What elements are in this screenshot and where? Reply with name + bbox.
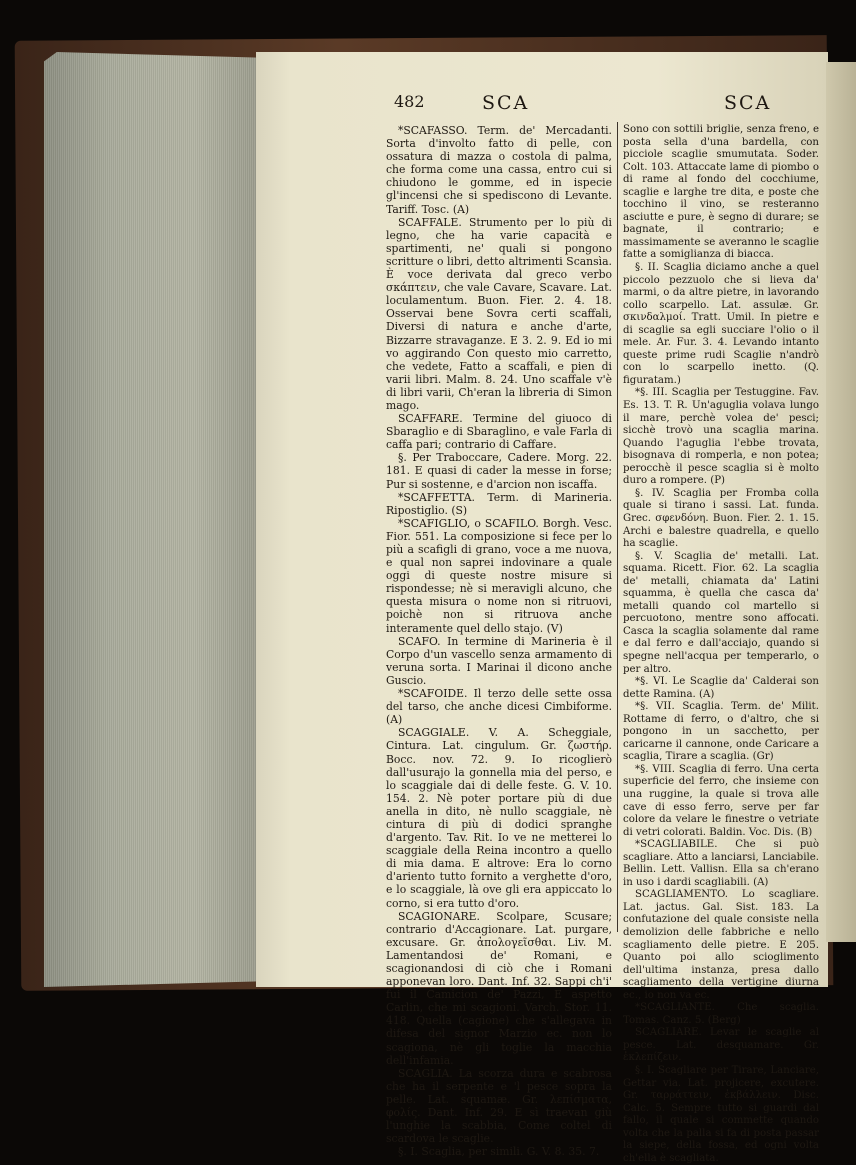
entry-scaglia-sense-1: §. I. Scaglia, per simili. G. V. 8. 35. 7. bbox=[398, 1145, 600, 1159]
entry-scaglia-sense-4: §. IV. Scaglia per Fromba colla quale si tirano i sassi. Lat. funda. Grec. σφενδόνη. Buon. Fier. 2. 1. 15. Archi e balestre quadrella, e quello ha scaglie. bbox=[623, 487, 819, 550]
entry-scagliabile: *SCAGLIABILE. Che si può scagliare. Atto a lanciarsi, Lanciabile. Bellin. Lett. Vallisn. Ella sa ch'erano in uso i dardi scagliabili. (A) bbox=[623, 839, 819, 888]
right-column bbox=[623, 124, 819, 1165]
page-edge-block bbox=[44, 52, 258, 987]
entry-scaffare-sense: §. Per Traboccare, Cadere. Morg. 22. 181. E quasi di cader la messe in forse; Pur si sostenne, e d'arcion non iscaffa. bbox=[386, 451, 612, 491]
entry-scaglia-sense-8: *§. VIII. Scaglia di ferro. Una certa superficie del ferro, che insieme con una ruggine, la quale si trova alle cave di esso ferro, serve per far colore da velare le finestre o vetriate di vetri colorati. Baldin. Voc. Dis. (B) bbox=[623, 763, 819, 838]
entry-scagliare: SCAGLIARE. Levar le scaglie al pesce. Lat. desquamare. Gr. ἐκλεπίζειν. bbox=[623, 1027, 819, 1064]
entry-scaffale: SCAFFALE. Strumento per lo più di legno, che ha varie capacità e spartimenti, ne' quali si pongono scritture o libri, detto altrimenti Scansìa. È voce derivata dal greco verbo σκάπτειν, che vale Cavare, Scavare. Lat. loculamentum. Buon. Fier. 2. 4. 18. Osservai bene Sovra certi scaffali, Diversi di natura e anche d'arte, Bizzarre stravaganze. E 3. 2. 9. Ed io mi vo aggirando Con questo mio carretto, che vedete, Fatto a scaffali, e pien di varii libri. Malm. 8. 24. Uno scaffale v'è di libri varii, Ch'eran la libreria di Simon mago. bbox=[386, 215, 612, 412]
column-rule bbox=[617, 122, 618, 932]
entry-continuation: Sono con sottili briglie, senza freno, e posta sella d'una bardella, con picciole scaglie smumutata. Soder. Colt. 103. Attaccate lame di piombo o di rame al fondo del cocchiume, scaglie e larghe tre dita, e poste che tocchino il vino, se resteranno asciutte e pure, è segno di durare; se bagnate, il contrario; e massimamente se averanno le scaglie fatte a somiglianza di biacca. bbox=[623, 124, 819, 261]
entry-scagliante: *SCAGLIANTE. Che scaglia. Tomas. Canz. 5. (Berg) bbox=[623, 1002, 819, 1026]
entry-scaglia-sense-7: *§. VII. Scaglia. Term. de' Milit. Rottame di ferro, o d'altro, che si pongono in un sacchetto, per caricarne il cannone, onde Caricare a scaglia, Tirare a scaglia. (Gr) bbox=[623, 701, 819, 763]
entry-scagliare-sense-1: §. I. Scagliare per Tirare, Lanciare, Gettar via. Lat. projicere, excutere. Gr. ταρράττειν, ἐκβάλλειν. Disc. Calc. 5. Sempre tutto si guardi dal fallo, il quale si commette quando volta che la palla si fa di posta passar la siepe, della fossa, ed ogni volta ch'ella è scagliata. bbox=[623, 1065, 819, 1164]
entry-scafasso: *SCAFASSO. Term. de' Mercadanti. Sorta d'involto fatto di pelle, con ossatura di mazza o costola di palma, che forma come una cassa, entro cui si chiudono le gomme, ed in ispecie gl'incensi che si spediscono di Levante. Tariff. Tosc. (A) bbox=[386, 124, 612, 216]
entry-scafo: SCAFO. In termine di Marineria è il Corpo d'un vascello senza armamento di veruna sorta. I Marinai il dicono anche Guscio. bbox=[386, 634, 612, 687]
entry-scagionare: SCAGIONARE. Scolpare, Scusare; contrario d'Accagionare. Lat. purgare, excusare. Gr. ἀπολογεῖσθαι. Liv. M. Lamentandosi de' Romani, e scagionandosi di ciò che i Romani apponevan loro. Dant. Inf. 32. Sappi ch'i' fui il Camicion de' Pazzi, E aspetto Carlin, che mi scagioni. Varch. Stor. 11. 418. Quella (cagione) che s'allegava in difesa del signor Marzio ec. non lo scagiona, nè gli toglie la macchia dell'infamia. bbox=[386, 909, 612, 1067]
facing-page-edge bbox=[826, 62, 856, 942]
entry-scafoide: *SCAFOIDE. Il terzo delle sette ossa del tarso, che anche dicesi Cimbiforme. (A) bbox=[386, 687, 612, 727]
entry-scaglia-sense-3: *§. III. Scaglia per Testuggine. Fav. Es. 13. T. R. Un'aguglia volava lungo il mare, perchè volea de' pesci; sicchè trovò una scaglia marina. Quando l'aguglia l'ebbe trovata, bisognava di romperla, e non potea; perocchè il pesce scaglia si è molto duro a rompere. (P) bbox=[623, 387, 819, 487]
entry-scaffetta: *SCAFFETTA. Term. di Marineria. Ripostiglio. (S) bbox=[386, 490, 612, 517]
running-head-right: SCA bbox=[724, 92, 772, 114]
entry-scaglia-sense-5: §. V. Scaglia de' metalli. Lat. squama. Ricett. Fior. 62. La scaglia de' metalli, chiamata da' Latini squamma, è quella che casca da' metalli quando col martello si percuotono, mentre sono affocati. Casca la scaglia solamente dal rame e dal ferro e dall'acciajo, quando si spegne nell'acqua per temperarlo, o per altro. bbox=[623, 550, 819, 675]
entry-scaglia-sense-6: *§. VI. Le Scaglie da' Calderai son dette Ramina. (A) bbox=[623, 676, 819, 700]
entry-scafiglio: *SCAFIGLIO, o SCAFILO. Borgh. Vesc. Fior. 551. La composizione si fece per lo più a scafigli di grano, voce a me nuova, e qual non saprei indovinare a quale oggi di queste nostre misure si rispondesse; nè si meravigli alcuno, che questa misura o nome non si ritruovi, poichè non si ritruova anche interamente quel dello stajo. (V) bbox=[386, 516, 612, 635]
entry-scaffare: SCAFFARE. Termine del giuoco di Sbaraglio e di Sbaraglino, e vale Farla di caffa pari; contrario di Caffare. bbox=[386, 412, 612, 452]
entry-scaglia: SCAGLIA. La scorza dura e scabrosa che ha il serpente e 'l pesce sopra la pelle. Lat. squamæ. Gr. λεπίσματα, φολίς. Dant. Inf. 29. E sì traevan giù l'unghie la scabbia, Come coltel di scardova le scaglie. bbox=[386, 1066, 612, 1146]
page-number: 482 bbox=[394, 92, 425, 111]
running-head-left: SCA bbox=[482, 92, 530, 114]
entry-scaggiale: SCAGGIALE. V. A. Scheggiale, Cintura. Lat. cingulum. Gr. ζωστήρ. Bocc. nov. 72. 9. Io ricoglierò dall'usurajo la gonnella mia del perso, e lo scaggiale dai di delle feste. G. V. 10. 154. 2. Nè poter portare più di due anella in dito, nè nullo scaggiale, nè cintura di più di dodici spranghe d'argento. Tav. Rit. Io ve ne metterei lo scaggiale della Reina incontro a quello di mia dama. E altrove: Era lo corno d'ariento tutto fornito a verghette d'oro, e lo scaggiale, là ove gli era appiccato lo corno, si era tutto d'oro. bbox=[386, 726, 612, 910]
left-column bbox=[386, 124, 612, 1158]
entry-scagliamento: SCAGLIAMENTO. Lo scagliare. Lat. jactus. Gal. Sist. 183. La confutazione del quale consiste nella demolizion delle fabbriche e nello scagliamento delle pietre. E 205. Quanto poi allo scioglimento dell'ultima instanza, presa dallo scagliamento della vertigine diurna ec., io non va ec. bbox=[623, 889, 819, 1001]
entry-scaglia-sense-2: §. II. Scaglia diciamo anche a quel piccolo pezzuolo che si lieva da' marmi, o da altre pietre, in lavorando collo scarpello. Lat. assulæ. Gr. σκινδαλμοί. Tratt. Umil. In pietre e di scaglie sa egli succiare l'olio o il mele. Ar. Fur. 3. 4. Levando intanto queste prime rudi Scaglie n'andrò con lo scarpello inetto. (Q. figuratam.) bbox=[623, 262, 819, 386]
